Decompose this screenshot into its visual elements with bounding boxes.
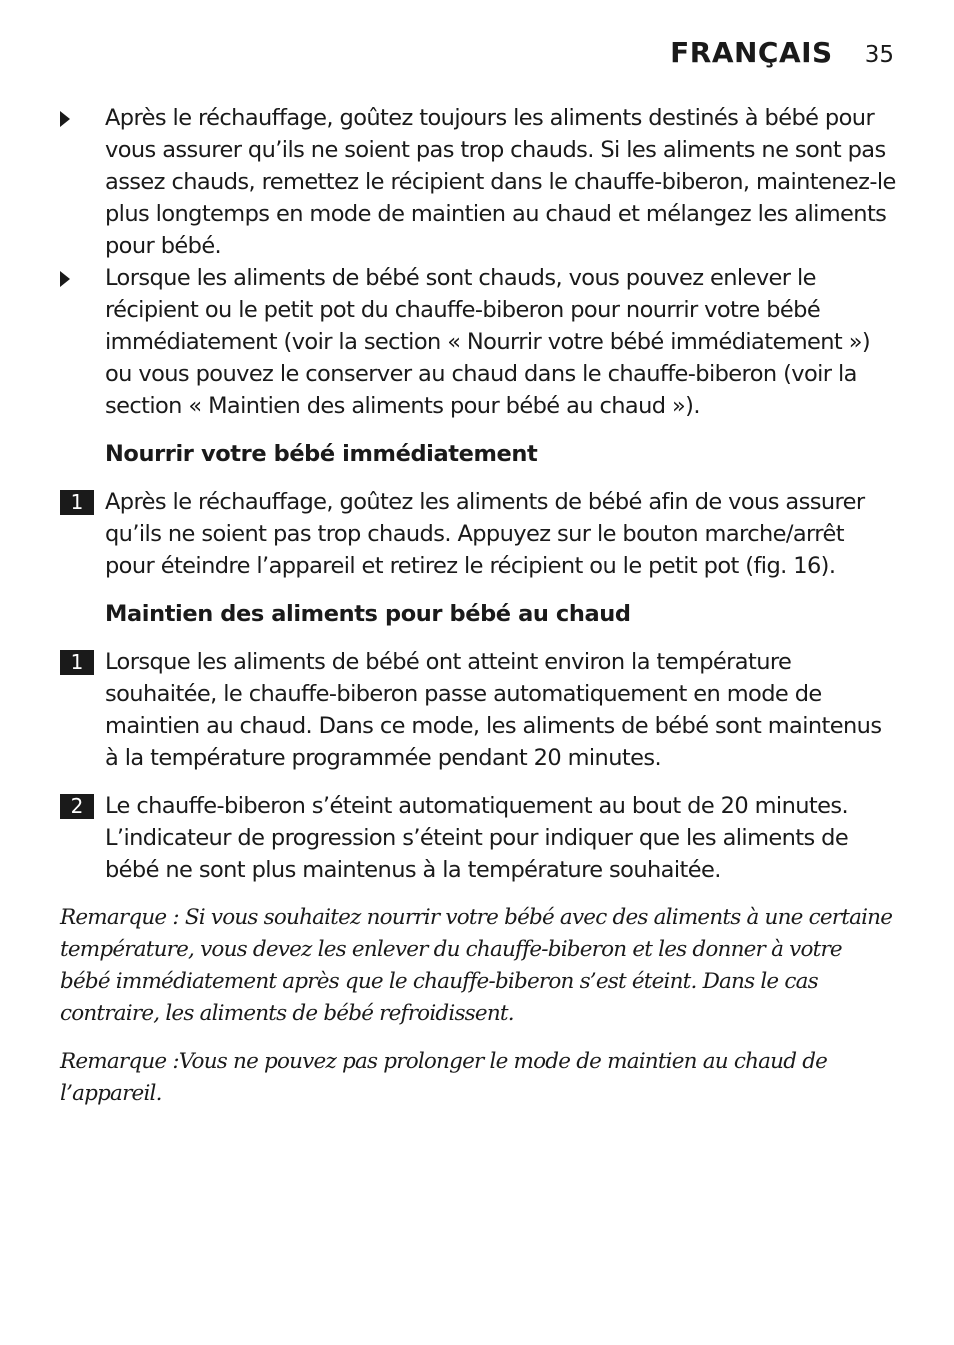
step-item: [60, 646, 896, 774]
page-number: 35: [864, 42, 894, 68]
step-item: [60, 486, 896, 582]
bullet-item: [60, 262, 896, 422]
bullet-arrow-icon: [60, 271, 70, 287]
step-item: [60, 790, 896, 886]
language-label: FRANÇAIS: [670, 36, 833, 69]
step-number-badge: 2: [60, 794, 94, 819]
bullet-arrow-icon: [60, 111, 70, 127]
step-text: Après le réchauffage, goûtez les aliments de bébé afin de vous assurer qu’ils ne soient pas trop chauds. Appuyez sur le bouton marche/arrêt pour éteindre l’appareil et retirez le récipient ou le petit pot (fig. 16).: [105, 489, 865, 579]
step-text: Lorsque les aliments de bébé ont atteint environ la température souhaitée, le chauffe-biberon passe automatiquement en mode de maintien au chaud. Dans ce mode, les aliments de bébé sont maintenus à la température programmée pendant 20 minutes.: [105, 649, 882, 771]
step-number-badge: 1: [60, 650, 94, 675]
note-paragraph: Remarque :Vous ne pouvez pas prolonger le mode de maintien au chaud de l’appareil.: [60, 1049, 828, 1106]
note-paragraph: Remarque : Si vous souhaitez nourrir votre bébé avec des aliments à une certaine température, vous devez les enlever du chauffe-biberon et les donner à votre bébé immédiatement après que le chauffe-biberon s’est éteint. Dans le cas contraire, les aliments de bébé refroidissent.: [60, 905, 893, 1026]
section-heading: Nourrir votre bébé immédiatement: [105, 441, 538, 467]
bullet-item: [60, 102, 896, 262]
step-text: Le chauffe-biberon s’éteint automatiquement au bout de 20 minutes. L’indicateur de progression s’éteint pour indiquer que les aliments de bébé ne sont plus maintenus à la température souhaitée.: [105, 793, 849, 883]
bullet-text: Après le réchauffage, goûtez toujours les aliments destinés à bébé pour vous assurer qu’ils ne soient pas trop chauds. Si les aliments ne sont pas assez chauds, remettez le récipient dans le chauffe-biberon, maintenez-le plus longtemps en mode de maintien au chaud et mélangez les aliments pour bébé.: [105, 105, 896, 259]
page-header: [670, 36, 894, 69]
spacer: [60, 886, 896, 902]
page-content: [60, 102, 896, 1110]
spacer: [60, 1030, 896, 1046]
section-heading: Maintien des aliments pour bébé au chaud: [105, 601, 631, 627]
bullet-text: Lorsque les aliments de bébé sont chauds, vous pouvez enlever le récipient ou le petit pot du chauffe-biberon pour nourrir votre bébé immédiatement (voir la section « Nourrir votre bébé immédiatement ») ou vous pouvez le conserver au chaud dans le chauffe-biberon (voir la section « Maintien des aliments pour bébé au chaud »).: [105, 265, 871, 419]
spacer: [60, 774, 896, 790]
step-number-badge: 1: [60, 490, 94, 515]
